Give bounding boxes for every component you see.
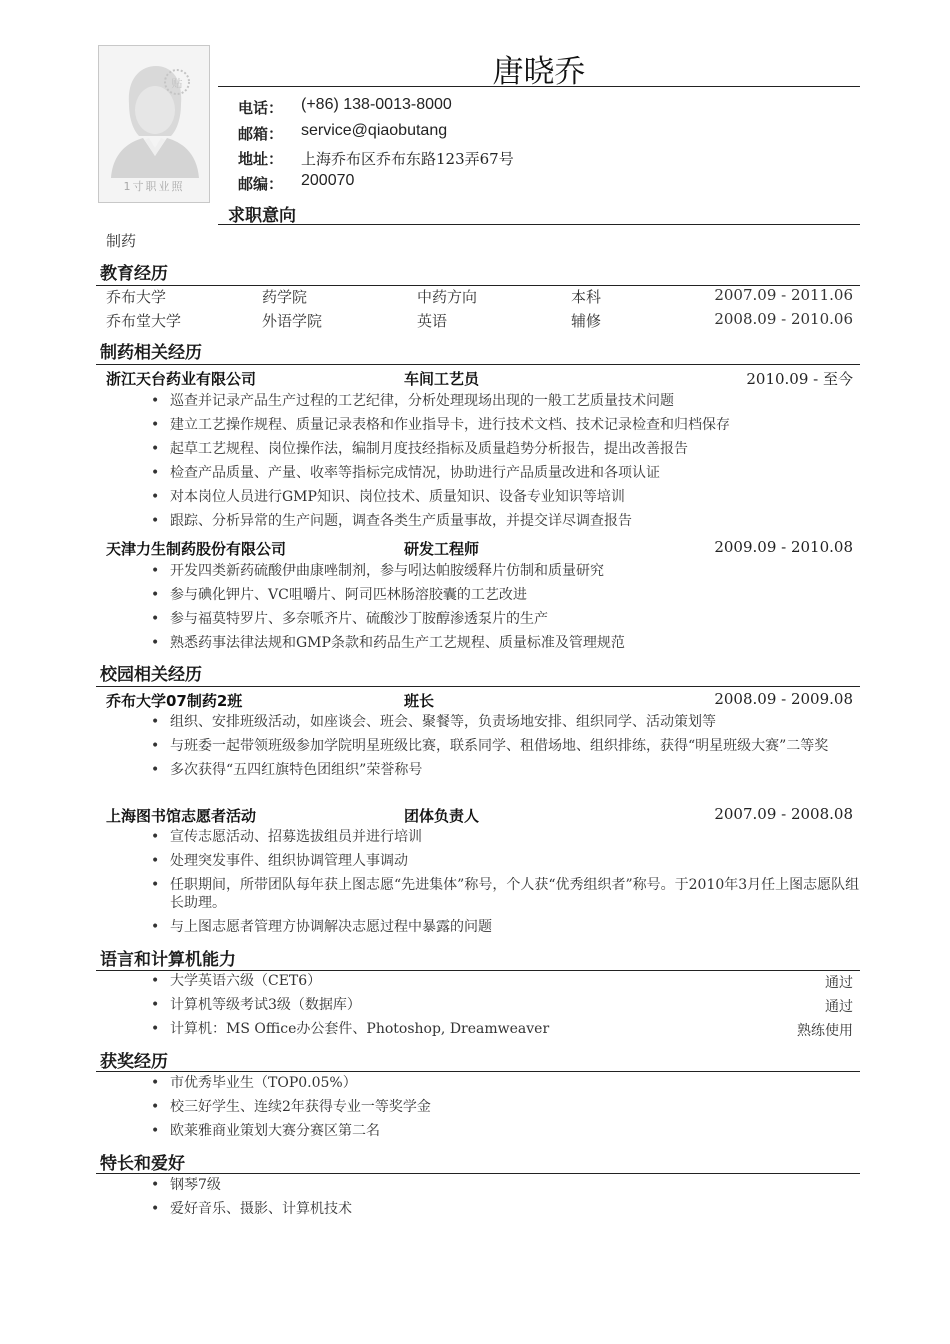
- job-role: 班长: [404, 692, 435, 710]
- skill-level: 通过: [825, 999, 853, 1015]
- bullet-icon: •: [151, 738, 160, 754]
- edu-degree: 辅修: [571, 312, 602, 330]
- list-item: • 开发四类新药硫酸伊曲康唑制剂，参与吲达帕胺缓释片仿制和质量研究: [151, 563, 604, 579]
- name-divider: [218, 86, 860, 87]
- hobbies-divider: [96, 1173, 860, 1174]
- hobbies-title: 特长和爱好: [100, 1154, 185, 1174]
- email-label: 邮箱：: [238, 125, 284, 143]
- list-item: • 熟悉药事法律法规和GMP条款和药品生产工艺规程、质量标准及管理规范: [151, 635, 625, 651]
- bullet-icon: •: [151, 829, 160, 845]
- skill-level: 熟练使用: [797, 1023, 853, 1039]
- bullet-icon: •: [151, 853, 160, 869]
- bullet-icon: •: [151, 441, 160, 457]
- job-company: 天津力生制药股份有限公司: [106, 540, 287, 558]
- phone-value: (+86) 138-0013-8000: [301, 96, 452, 113]
- list-item: • 任职期间，所带团队每年获上图志愿“先进集体”称号，个人获“优秀组织者”称号。于2010年3月任上图志愿队组长助理。: [151, 877, 860, 911]
- job-bullets: [148, 562, 860, 652]
- email-value: service@qiaobutang: [301, 122, 448, 139]
- bullet-icon: •: [151, 489, 160, 505]
- postcode-label: 邮编：: [238, 175, 284, 193]
- job-date: 2009.09 - 2010.08: [714, 538, 853, 556]
- list-item: • 跟踪、分析异常的生产问题，调查各类生产质量事故，并提交详尽调查报告: [151, 513, 632, 529]
- edu-date: 2008.09 - 2010.06: [714, 310, 853, 328]
- pharma-title: 制药相关经历: [100, 343, 202, 363]
- bullet-icon: •: [151, 762, 160, 778]
- edu-date: 2007.09 - 2011.06: [714, 286, 853, 304]
- avatar-silhouette-icon: [99, 52, 209, 182]
- bullet-icon: •: [151, 635, 160, 651]
- edu-degree: 本科: [571, 288, 602, 306]
- list-item: • 市优秀毕业生（TOP0.05%）: [151, 1075, 357, 1091]
- campus-title: 校园相关经历: [100, 665, 202, 685]
- job-date: 2010.09 - 至今: [746, 370, 853, 388]
- edu-school: 乔布堂大学: [106, 312, 182, 330]
- pharma-divider: [96, 364, 860, 365]
- job-company: 浙江天台药业有限公司: [106, 370, 257, 388]
- job-role: 研发工程师: [404, 540, 480, 558]
- job-company: 上海图书馆志愿者活动: [106, 807, 257, 825]
- skills-divider: [96, 970, 860, 971]
- awards-title: 获奖经历: [100, 1052, 168, 1072]
- address-value: 上海乔布区乔布东路123弄67号: [301, 150, 514, 168]
- list-item: • 巡查并记录产品生产过程的工艺纪律，分析处理现场出现的一般工艺质量技术问题: [151, 393, 674, 409]
- list-item: • 宣传志愿活动、招募选拔组员并进行培训: [151, 829, 422, 845]
- list-item: • 计算机：MS Office办公套件、Photoshop, Dreamweaver: [151, 1021, 550, 1037]
- list-item: • 建立工艺操作规程、质量记录表格和作业指导卡，进行技术文档、技术记录检查和归档保存: [151, 417, 730, 433]
- bullet-icon: •: [151, 877, 160, 893]
- list-item: • 组织、安排班级活动，如座谈会、班会、聚餐等，负责场地安排、组织同学、活动策划等: [151, 714, 716, 730]
- skill-level: 通过: [825, 975, 853, 991]
- objective-value: 制药: [106, 232, 137, 250]
- bullet-icon: •: [151, 1177, 160, 1193]
- list-item: • 与班委一起带领班级参加学院明星班级比赛，联系同学、租借场地、组织排练，获得“明星班级大赛”二等奖: [151, 738, 829, 754]
- bullet-icon: •: [151, 393, 160, 409]
- address-label: 地址：: [238, 150, 284, 168]
- bullet-icon: •: [151, 1201, 160, 1217]
- edu-major: 中药方向: [417, 288, 478, 306]
- objective-title: 求职意向: [228, 206, 296, 226]
- list-item: • 参与碘化钾片、VC咀嚼片、阿司匹林肠溶胶囊的工艺改进: [151, 587, 527, 603]
- bullet-icon: •: [151, 919, 160, 935]
- bullet-icon: •: [151, 513, 160, 529]
- campus-divider: [96, 686, 860, 687]
- list-item: • 多次获得“五四红旗特色团组织”荣誉称号: [151, 762, 423, 778]
- job-date: 2007.09 - 2008.08: [714, 805, 853, 823]
- photo-caption: 1寸职业照: [123, 180, 185, 193]
- bullet-icon: •: [151, 417, 160, 433]
- awards-list: [148, 1074, 860, 1140]
- list-item: • 对本岗位人员进行GMP知识、岗位技术、质量知识、设备专业知识等培训: [151, 489, 625, 505]
- job-date: 2008.09 - 2009.08: [714, 690, 853, 708]
- list-item: • 起草工艺规程、岗位操作法，编制月度技经指标及质量趋势分析报告，提出改善报告: [151, 441, 688, 457]
- skills-list: [148, 972, 860, 1038]
- education-title: 教育经历: [100, 264, 168, 284]
- list-item: • 参与福莫特罗片、多奈哌齐片、硫酸沙丁胺醇渗透泵片的生产: [151, 611, 548, 627]
- bullet-icon: •: [151, 587, 160, 603]
- list-item: • 处理突发事件、组织协调管理人事调动: [151, 853, 408, 869]
- list-item: • 检查产品质量、产量、收率等指标完成情况，协助进行产品质量改进和各项认证: [151, 465, 660, 481]
- bullet-icon: •: [151, 997, 160, 1013]
- list-item: • 大学英语六级（CET6）: [151, 973, 322, 989]
- bullet-icon: •: [151, 714, 160, 730]
- bullet-icon: •: [151, 973, 160, 989]
- edu-college: 外语学院: [262, 312, 323, 330]
- list-item: • 计算机等级考试3级（数据库）: [151, 997, 361, 1013]
- job-role: 团体负责人: [404, 807, 480, 825]
- bullet-icon: •: [151, 1099, 160, 1115]
- list-item: • 欧莱雅商业策划大赛分赛区第二名: [151, 1123, 380, 1139]
- svg-text:贴: 贴: [171, 77, 183, 90]
- awards-divider: [96, 1071, 860, 1072]
- bullet-icon: •: [151, 465, 160, 481]
- skills-title: 语言和计算机能力: [100, 950, 236, 970]
- candidate-name: 唐晓乔: [492, 54, 586, 90]
- list-item: • 爱好音乐、摄影、计算机技术: [151, 1201, 352, 1217]
- bullet-icon: •: [151, 611, 160, 627]
- bullet-icon: •: [151, 1123, 160, 1139]
- job-bullets: [148, 828, 860, 936]
- bullet-icon: •: [151, 563, 160, 579]
- objective-divider: [218, 224, 860, 225]
- hobbies-list: [148, 1176, 860, 1218]
- phone-label: 电话：: [238, 99, 284, 117]
- list-item: • 校三好学生、连续2年获得专业一等奖学金: [151, 1099, 431, 1115]
- postcode-value: 200070: [301, 172, 355, 189]
- job-role: 车间工艺员: [404, 370, 480, 388]
- job-company: 乔布大学07制药2班: [106, 692, 243, 710]
- bullet-icon: •: [151, 1021, 160, 1037]
- list-item: • 钢琴7级: [151, 1177, 221, 1193]
- job-bullets: [148, 713, 860, 779]
- profile-photo-placeholder: [98, 45, 210, 203]
- edu-major: 英语: [417, 312, 448, 330]
- edu-college: 药学院: [262, 288, 308, 306]
- job-bullets: [148, 392, 860, 530]
- edu-school: 乔布大学: [106, 288, 167, 306]
- list-item: • 与上图志愿者管理方协调解决志愿过程中暴露的问题: [151, 919, 492, 935]
- bullet-icon: •: [151, 1075, 160, 1091]
